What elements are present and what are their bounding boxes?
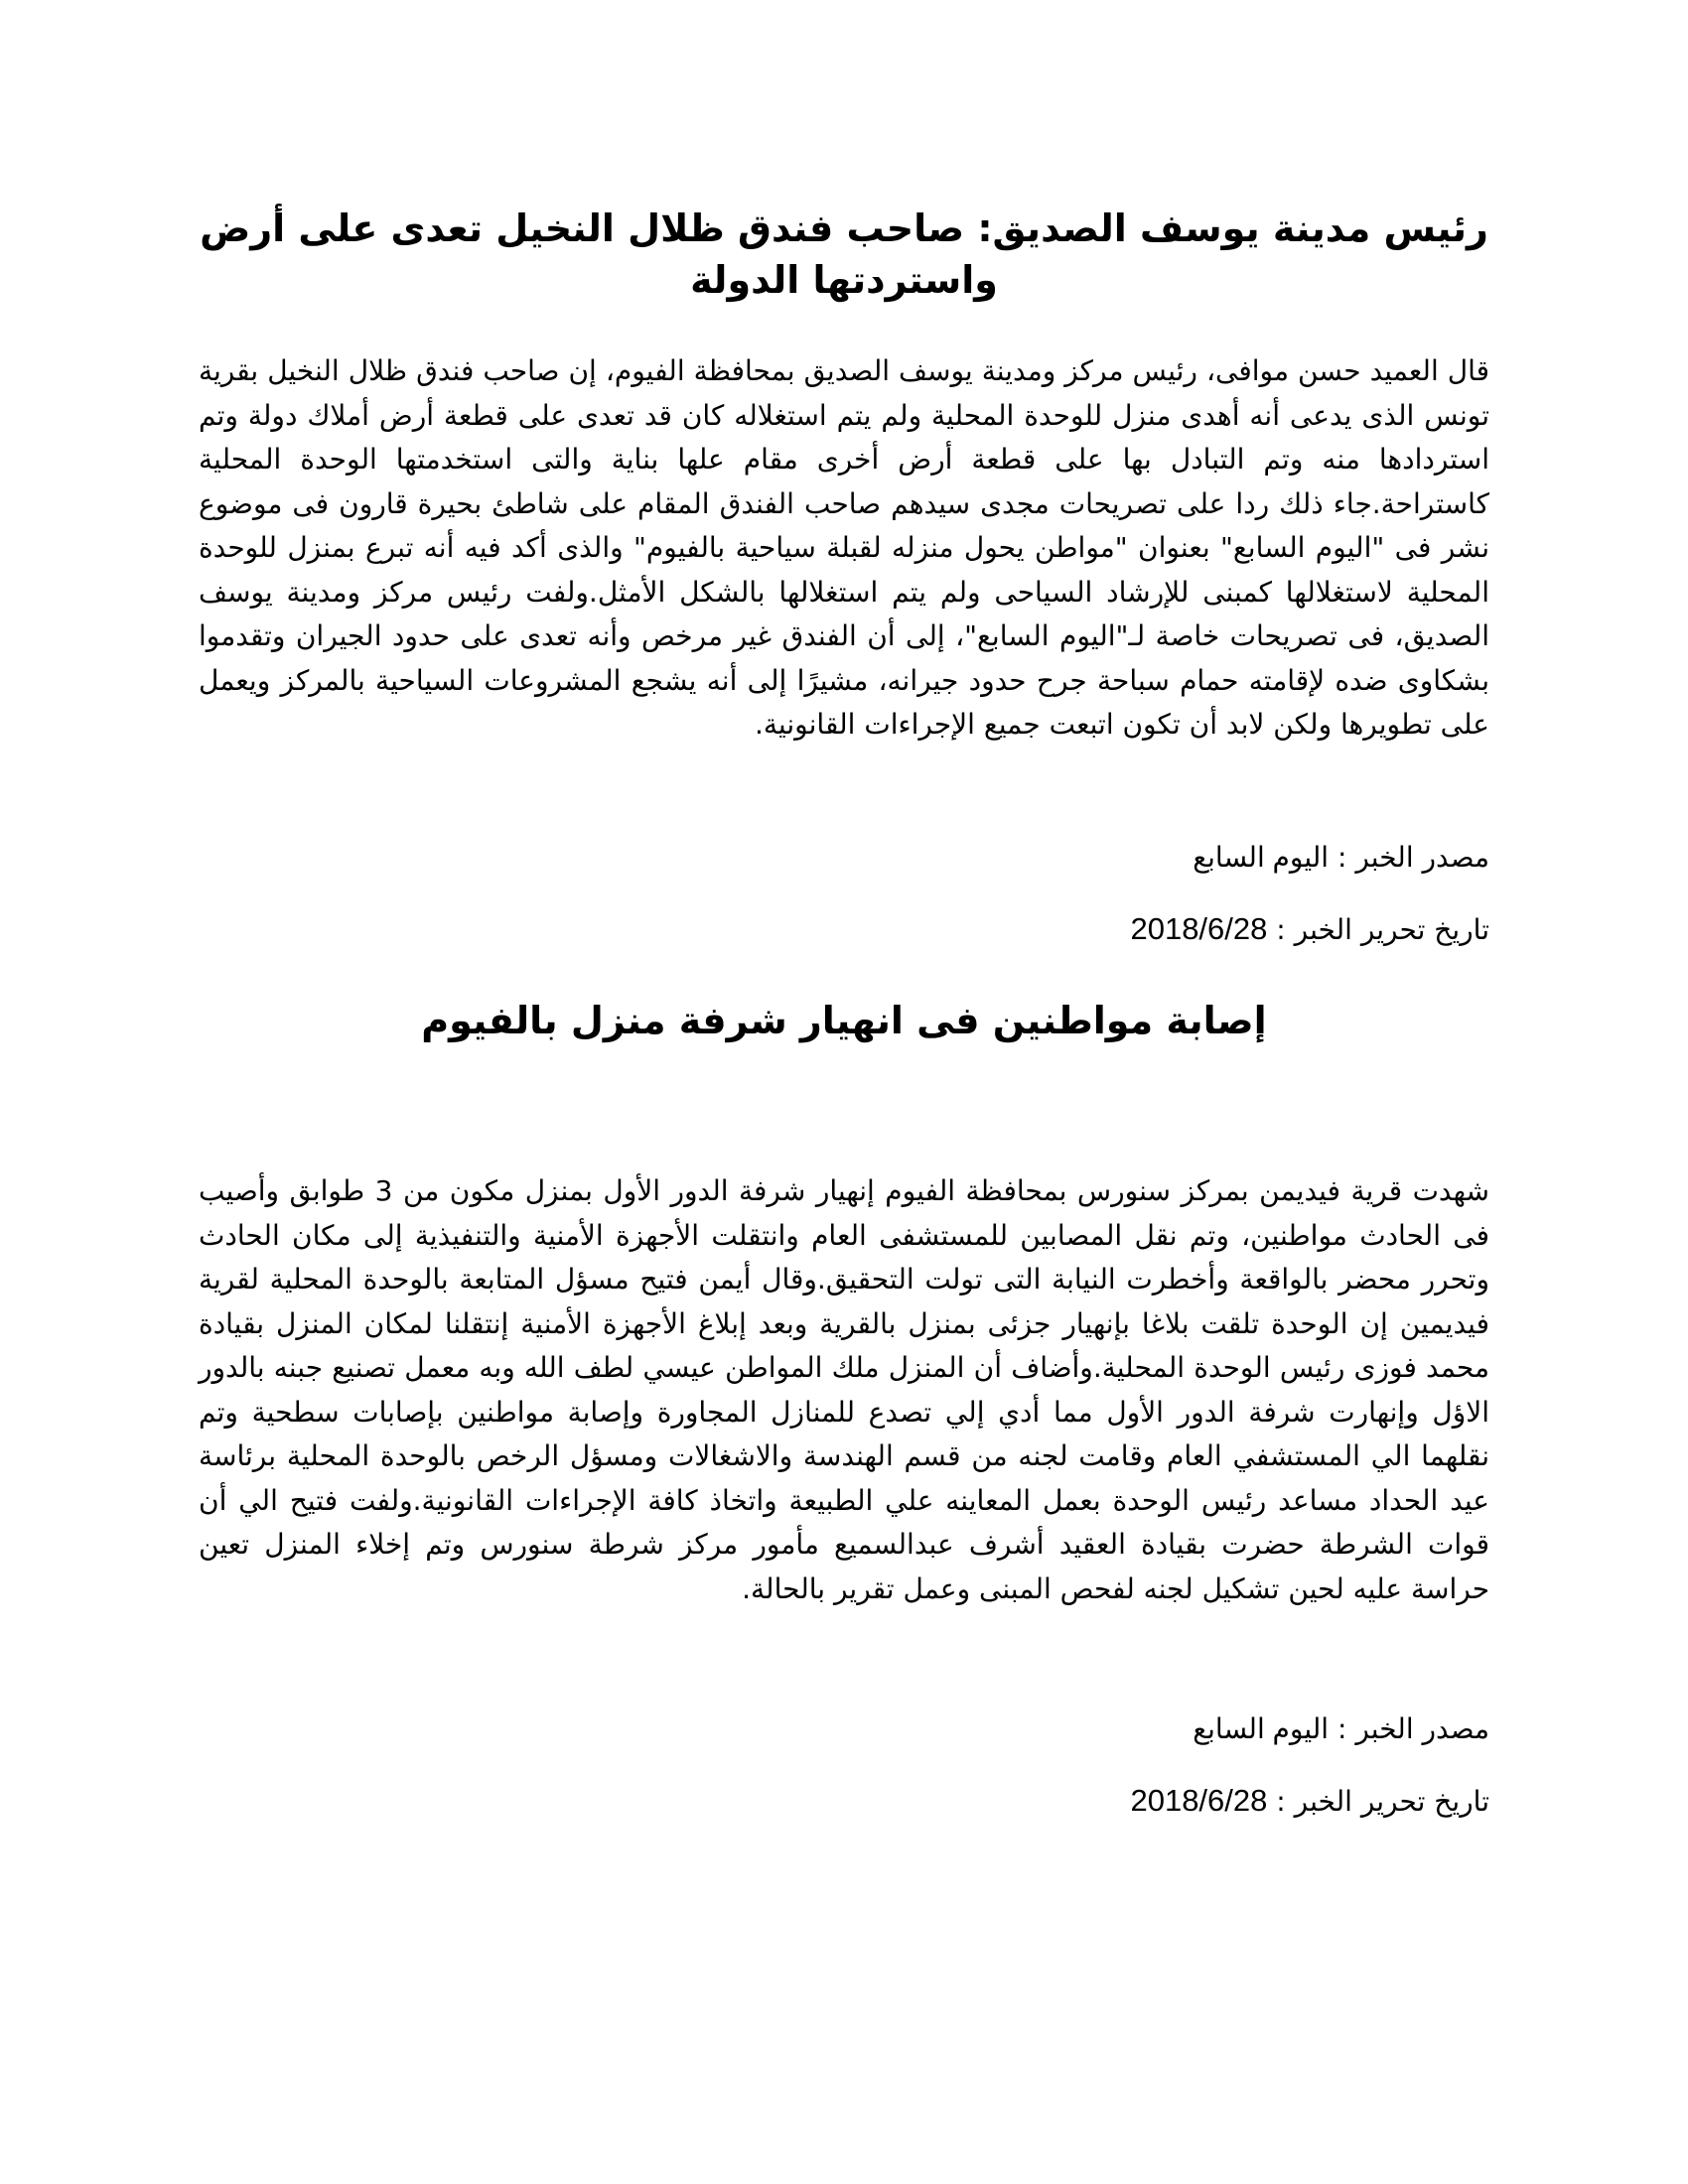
article-2-source-line: [199, 1709, 1489, 1749]
article-2-source-label: مصدر الخبر :: [1336, 1712, 1489, 1745]
article-1-headline: رئيس مدينة يوسف الصديق: صاحب فندق ظلال النخيل تعدى على أرض واستردتها الدولة: [200, 206, 1488, 302]
article-2-headline: إصابة مواطنين فى انهيار شرفة منزل بالفيوم: [421, 999, 1267, 1042]
article-1-source-value: اليوم السابع: [1193, 842, 1330, 873]
article-2-source-value: اليوم السابع: [1193, 1713, 1330, 1744]
article-2-date-label: تاريخ تحرير الخبر :: [1276, 1785, 1489, 1818]
article-2-date-value: 2018/6/28: [1130, 1783, 1268, 1818]
article-1-source-label: مصدر الخبر :: [1336, 841, 1489, 874]
article-1-source-line: [199, 838, 1489, 878]
article-2-body: شهدت قرية فيديمن بمركز سنورس بمحافظة الفيوم إنهيار شرفة الدور الأول بمنزل مكون من 3 طوابق وأصيب فى الحادث مواطنين، وتم نقل المصابين للمستشفى العام وانتقلت الأجهزة الأمنية والتنفيذية إلى مكان الحادث وتحرر محضر بالواقعة وأخطرت النيابة التى تولت التحقيق.وقال أيمن فتيح مسؤل المتابعة بالوحدة المحلية لقرية فيديمين إن الوحدة تلقت بلاغا بإنهيار جزئى بمنزل بالقرية وبعد إبلاغ الأجهزة الأمنية إنتقلنا لمكان المنزل بقيادة محمد فوزى رئيس الوحدة المحلية.وأضاف أن المنزل ملك المواطن عيسي لطف الله وبه معمل تصنيع جبنه بالدور الاؤل وإنهارت شرفة الدور الأول مما أدي إلي تصدع للمنازل المجاورة وإصابة مواطنين بإصابات سطحية وتم نقلهما الي المستشفي العام وقامت لجنه من قسم الهندسة والاشغالات ومسؤل الرخص بالوحدة المحلية برئاسة عيد الحداد مساعد رئيس الوحدة بعمل المعاينه علي الطبيعة واتخاذ كافة الإجراءات القانونية.ولفت فتيح الي أن قوات الشرطة حضرت بقيادة العقيد أشرف عبدالسميع مأمور مركز شرطة سنورس وتم إخلاء المنزل تعين حراسة عليه لحين تشكيل لجنه لفحص المبنى وعمل تقرير بالحالة.: [199, 1174, 1489, 1605]
article-1-date-label: تاريخ تحرير الخبر :: [1276, 913, 1489, 946]
article-1-date-value: 2018/6/28: [1130, 911, 1268, 946]
article-2-date-line: [199, 1781, 1489, 1822]
article-1-date-line: [199, 909, 1489, 950]
article-1-body: قال العميد حسن موافى، رئيس مركز ومدينة يوسف الصديق بمحافظة الفيوم، إن صاحب فندق ظلال النخيل بقرية تونس الذى يدعى أنه أهدى منزل للوحدة المحلية ولم يتم استغلاله كان قد تعدى على قطعة أرض أملاك دولة وتم استردادها منه وتم التبادل بها على قطعة أرض أخرى مقام علها بناية والتى استخدمتها الوحدة المحلية كاستراحة.جاء ذلك ردا على تصريحات مجدى سيدهم صاحب الفندق المقام على شاطئ بحيرة قارون فى موضوع نشر فى "اليوم السابع" بعنوان "مواطن يحول منزله لقبلة سياحية بالفيوم" والذى أكد فيه أنه تبرع بمنزل للوحدة المحلية لاستغلالها كمبنى للإرشاد السياحى ولم يتم استغلالها بالشكل الأمثل.ولفت رئيس مركز ومدينة يوسف الصديق، فى تصريحات خاصة لـ"اليوم السابع"، إلى أن الفندق غير مرخص وأنه تعدى على حدود الجيران وتقدموا بشكاوى ضده لإقامته حمام سباحة جرح حدود جيرانه، مشيرًا إلى أنه يشجع المشروعات السياحية بالمركز ويعمل على تطويرها ولكن لابد أن تكون اتبعت جميع الإجراءات القانونية.: [199, 354, 1489, 741]
